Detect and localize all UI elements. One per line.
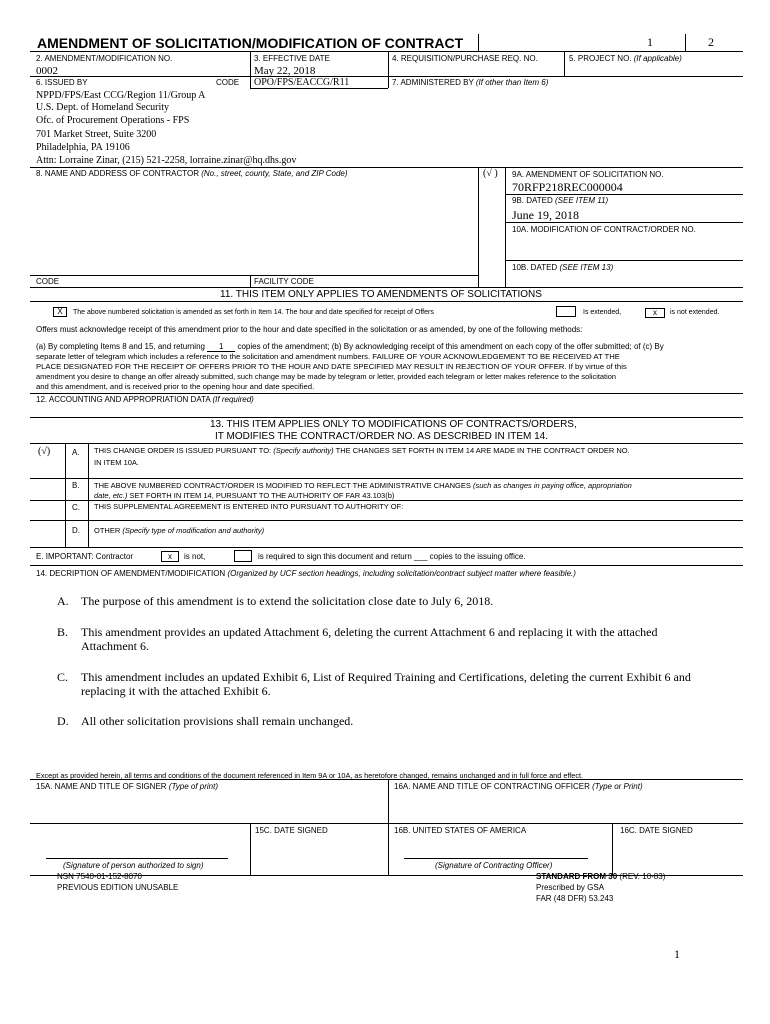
rule: [30, 520, 743, 521]
dated-9b-value: June 19, 2018: [512, 208, 579, 222]
amendment-no-label: 2. AMENDMENT/MODIFICATION NO.: [36, 54, 173, 63]
rule: [30, 301, 743, 302]
divider: [65, 443, 66, 547]
modification-no-label: 10A. MODIFICATION OF CONTRACT/ORDER NO.: [512, 225, 696, 234]
officer-name-hint: (Type or Print): [592, 782, 643, 791]
page-of-current: 1: [647, 35, 653, 49]
rule: [30, 417, 743, 418]
standard-form-name: STANDARD FROM 30: [536, 872, 618, 881]
option-a-text-3: IN ITEM 10A.: [94, 458, 140, 467]
option-d-text-1: OTHER: [94, 526, 121, 535]
description-item-text: This amendment includes an updated Exhibit 6, List of Required Training and Certifications, deleting the current Exhibit 6 and: [81, 670, 691, 684]
facility-code-label: FACILITY CODE: [254, 277, 314, 286]
extended-label: Is extended,: [583, 309, 622, 316]
method-a: (a) By completing Items 8 and 15, and returning: [36, 342, 205, 351]
signer-signature-caption: (Signature of person authorized to sign): [63, 861, 204, 870]
rule: [30, 478, 743, 479]
officer-name-label-text: 16A. NAME AND TITLE OF CONTRACTING OFFICER: [394, 782, 590, 791]
option-b-text-line2: [94, 491, 394, 500]
dated-9b-label: [512, 196, 608, 206]
divider: [478, 167, 479, 287]
contractor-label-text: 8. NAME AND ADDRESS OF CONTRACTOR: [36, 169, 199, 178]
description-item-text: This amendment provides an updated Attachment 6, deleting the current Attachment 6 and replacing it with the attached: [81, 625, 658, 639]
copies-count: 1: [207, 343, 235, 352]
dated-9b-label-text: 9B. DATED: [512, 196, 553, 205]
methods-line-1: [36, 342, 664, 352]
item13-check-header: (√): [38, 446, 51, 457]
description-item-text-cont: Attachment 6.: [81, 639, 149, 653]
nsn-number: NSN 7540-01-152-8070: [57, 872, 142, 881]
description-item-text-cont: replacing it with the attached Exhibit 6.: [81, 684, 271, 698]
rule: [30, 287, 743, 288]
description-label: [36, 569, 576, 579]
is-not-checkbox[interactable]: x: [161, 551, 179, 562]
rule: [30, 565, 743, 566]
rule: [30, 500, 743, 501]
issuer-line: 701 Market Street, Suite 3200: [36, 129, 157, 140]
requisition-no-label: 4. REQUISITION/PURCHASE REQ. NO.: [392, 54, 538, 63]
not-extended-label: is not extended.: [670, 309, 720, 316]
option-b-hint: (such as changes in paying office, appropriation: [472, 481, 632, 490]
divider: [564, 51, 565, 76]
methods-line: separate letter of telegram which includes a reference to the solicitation and amendment numbers. FAILURE OF YOUR ACKNOWLEDGEMENT TO BE RECEIVED AT THE: [36, 352, 620, 361]
dated-10b-label: [512, 263, 613, 273]
option-a-text-1: THIS CHANGE ORDER IS ISSUED PURSUANT TO:: [94, 446, 272, 455]
divider: [250, 275, 251, 287]
description-label-text: 14. DECRIPTION OF AMENDMENT/MODIFICATION: [36, 569, 226, 578]
signer-name-label-text: 15A. NAME AND TITLE OF SIGNER: [36, 782, 167, 791]
methods-line: and this amendment, and is received prior to the opening hour and date specified.: [36, 382, 315, 391]
accounting-label-text: 12. ACCOUNTING AND APPROPRIATION DATA: [36, 395, 211, 404]
issuer-line: Ofc. of Procurement Operations - FPS: [36, 115, 190, 126]
extended-checkbox[interactable]: [556, 306, 576, 317]
far-reference: FAR (48 DFR) 53.243: [536, 894, 614, 903]
amended-text: The above numbered solicitation is amended as set forth in Item 14. The hour and date specified for receipt of Offers: [73, 309, 434, 316]
option-a-hint: (Specify authority): [273, 446, 334, 455]
option-a-text: [94, 446, 630, 455]
issuer-line: NPPD/FPS/East CCG/Region 11/Group A: [36, 90, 206, 101]
rule: [505, 222, 743, 223]
rule: [30, 393, 743, 394]
dated-10b-label-text: 10B. DATED: [512, 263, 558, 272]
except-text: Except as provided herein, all terms and conditions of the document referenced in Item 9A or 10A, as heretofore changed, remains unchanged and in full force and effect.: [36, 771, 584, 780]
item9-check-mark: (√ ): [483, 168, 498, 179]
rule: [30, 51, 743, 52]
divider: [250, 823, 251, 875]
description-item-letter: B.: [57, 625, 69, 639]
option-b-letter: B.: [72, 481, 80, 490]
signature-line: [404, 858, 588, 859]
page-number: 1: [674, 947, 680, 961]
effective-date-value: May 22, 2018: [254, 65, 316, 77]
amended-checkbox[interactable]: X: [53, 307, 67, 317]
methods-line: PLACE DESIGNATED FOR THE RECEIPT OF OFFERS PRIOR TO THE HOUR AND DATE SPECIFIED MAY RESULT IN REJECTION OF YOUR OFFER. If by virtue of this: [36, 362, 627, 371]
description-hint: (Organized by UCF section headings, including solicitation/contract subject matter where feasible.): [227, 569, 576, 578]
option-b-text-3: SET FORTH IN ITEM 14, PURSUANT TO THE AUTHORITY OF FAR 43.103(b): [129, 491, 395, 500]
rule: [30, 823, 743, 824]
page-of-total: 2: [708, 35, 714, 49]
solicitation-no-label: 9A. AMENDMENT OF SOLICITATION NO.: [512, 170, 664, 179]
issuer-line: Attn: Lorraine Zinar, (215) 521-2258, lorraine.zinar@hq.dhs.gov: [36, 155, 297, 166]
description-item-text: The purpose of this amendment is to extend the solicitation close date to July 6, 2018.: [81, 594, 494, 608]
signer-date-label: 15C. DATE SIGNED: [255, 826, 328, 835]
rule: [250, 88, 388, 89]
rule: [30, 779, 743, 780]
is-required-checkbox[interactable]: [234, 550, 252, 562]
contractor-code-label: CODE: [36, 277, 60, 286]
project-no-label-text: 5. PROJECT NO.: [569, 54, 632, 63]
is-required-text: is required to sign this document and return ___ copies to the issuing office.: [258, 552, 526, 561]
project-no-label: [569, 54, 682, 64]
rule: [30, 443, 743, 444]
officer-name-label: [394, 782, 643, 792]
standard-form-rev: (REV. 10-83): [619, 872, 666, 881]
contractor-hint: (No., street, county, State, and ZIP Code): [201, 169, 348, 178]
rule: [30, 76, 743, 77]
amendment-no-value: 0002: [36, 65, 58, 77]
usa-label: 16B. UNITED STATES OF AMERICA: [394, 826, 527, 835]
item13-heading-2: IT MODIFIES THE CONTRACT/ORDER NO. AS DESCRIBED IN ITEM 14.: [215, 431, 549, 442]
important-label: E. IMPORTANT: Contractor: [36, 552, 134, 561]
option-c-text: THIS SUPPLEMENTAL AGREEMENT IS ENTERED INTO PURSUANT TO AUTHORITY OF:: [94, 502, 404, 511]
rule: [30, 275, 478, 276]
option-a-letter: A.: [72, 448, 80, 457]
item13-heading-1: 13. THIS ITEM APPLIES ONLY TO MODIFICATIONS OF CONTRACTS/ORDERS,: [210, 419, 577, 430]
divider: [250, 51, 251, 88]
signer-name-hint: (Type of print): [168, 782, 218, 791]
divider: [388, 779, 389, 875]
method-b: copies of the amendment; (b) By acknowledging receipt of this amendment on each copy of the offer submitted; of (c) By: [237, 342, 664, 351]
previous-edition: PREVIOUS EDITION UNUSABLE: [57, 883, 179, 892]
form-title: AMENDMENT OF SOLICITATION/MODIFICATION OF CONTRACT: [37, 35, 464, 51]
issuer-line: U.S. Dept. of Homeland Security: [36, 102, 170, 113]
is-not-label: is not,: [184, 552, 206, 561]
rule: [30, 167, 743, 168]
option-d-text: [94, 526, 264, 535]
option-c-letter: C.: [72, 503, 80, 512]
description-item-letter: D.: [57, 714, 69, 728]
issued-by-code-label: CODE: [216, 78, 240, 87]
item11-heading: 11. THIS ITEM ONLY APPLIES TO AMENDMENTS OF SOLICITATIONS: [220, 289, 542, 300]
project-no-hint: (If applicable): [633, 54, 682, 63]
issued-by-label: 6. ISSUED BY: [36, 78, 88, 87]
administered-by-hint: (If other than Item 6): [475, 78, 549, 87]
methods-line: amendment you desire to change an offer already submitted, such change may be made by telegram or letter, provided each telegram or letter makes reference to the solicitation: [36, 372, 616, 381]
issued-by-code-value: OPO/FPS/EACCG/R11: [254, 77, 350, 88]
officer-date-label: 16C. DATE SIGNED: [620, 826, 693, 835]
rule: [505, 194, 743, 195]
standard-form: [536, 872, 665, 882]
administered-by-label-text: 7. ADMINISTERED BY: [392, 78, 474, 87]
administered-by-label: [392, 78, 548, 88]
offers-instruction: Offers must acknowledge receipt of this amendment prior to the hour and date specified in the solicitation or as amended, by one of the following methods:: [36, 325, 583, 334]
option-b-text-2: date, etc.): [94, 491, 128, 500]
issuer-line: Philadelphia, PA 19106: [36, 142, 130, 153]
description-item-letter: C.: [57, 670, 69, 684]
dated-10b-hint: (SEE ITEM 13): [559, 263, 614, 272]
option-d-hint: (Specify type of modification and authority): [122, 526, 265, 535]
divider: [685, 34, 686, 51]
accounting-label: [36, 395, 254, 405]
solicitation-no-value: 70RFP218REC000004: [512, 180, 623, 194]
rule: [505, 260, 743, 261]
accounting-hint: (If required): [212, 395, 254, 404]
divider: [88, 443, 89, 547]
rule: [30, 547, 743, 548]
option-a-text-2: THE CHANGES SET FORTH IN ITEM 14 ARE MADE IN THE CONTRACT ORDER NO.: [335, 446, 630, 455]
signature-line: [46, 858, 228, 859]
not-extended-checkbox[interactable]: x: [645, 308, 665, 318]
option-b-text-line1: [94, 481, 632, 490]
option-b-text-1: THE ABOVE NUMBERED CONTRACT/ORDER IS MODIFIED TO REFLECT THE ADMINISTRATIVE CHANGES: [94, 481, 471, 490]
description-item-text: All other solicitation provisions shall remain unchanged.: [81, 714, 354, 728]
option-d-letter: D.: [72, 526, 80, 535]
effective-date-label: 3. EFFECTIVE DATE: [254, 54, 330, 63]
divider: [612, 823, 613, 875]
dated-9b-hint: (SEE ITEM 11): [554, 196, 609, 205]
signer-name-label: [36, 782, 218, 792]
divider: [388, 51, 389, 88]
divider: [505, 167, 506, 287]
divider: [478, 34, 479, 51]
prescribed-by: Prescribed by GSA: [536, 883, 605, 892]
description-item-letter: A.: [57, 594, 69, 608]
officer-signature-caption: (Signature of Contracting Officer): [435, 861, 553, 870]
contractor-label: [36, 169, 348, 179]
